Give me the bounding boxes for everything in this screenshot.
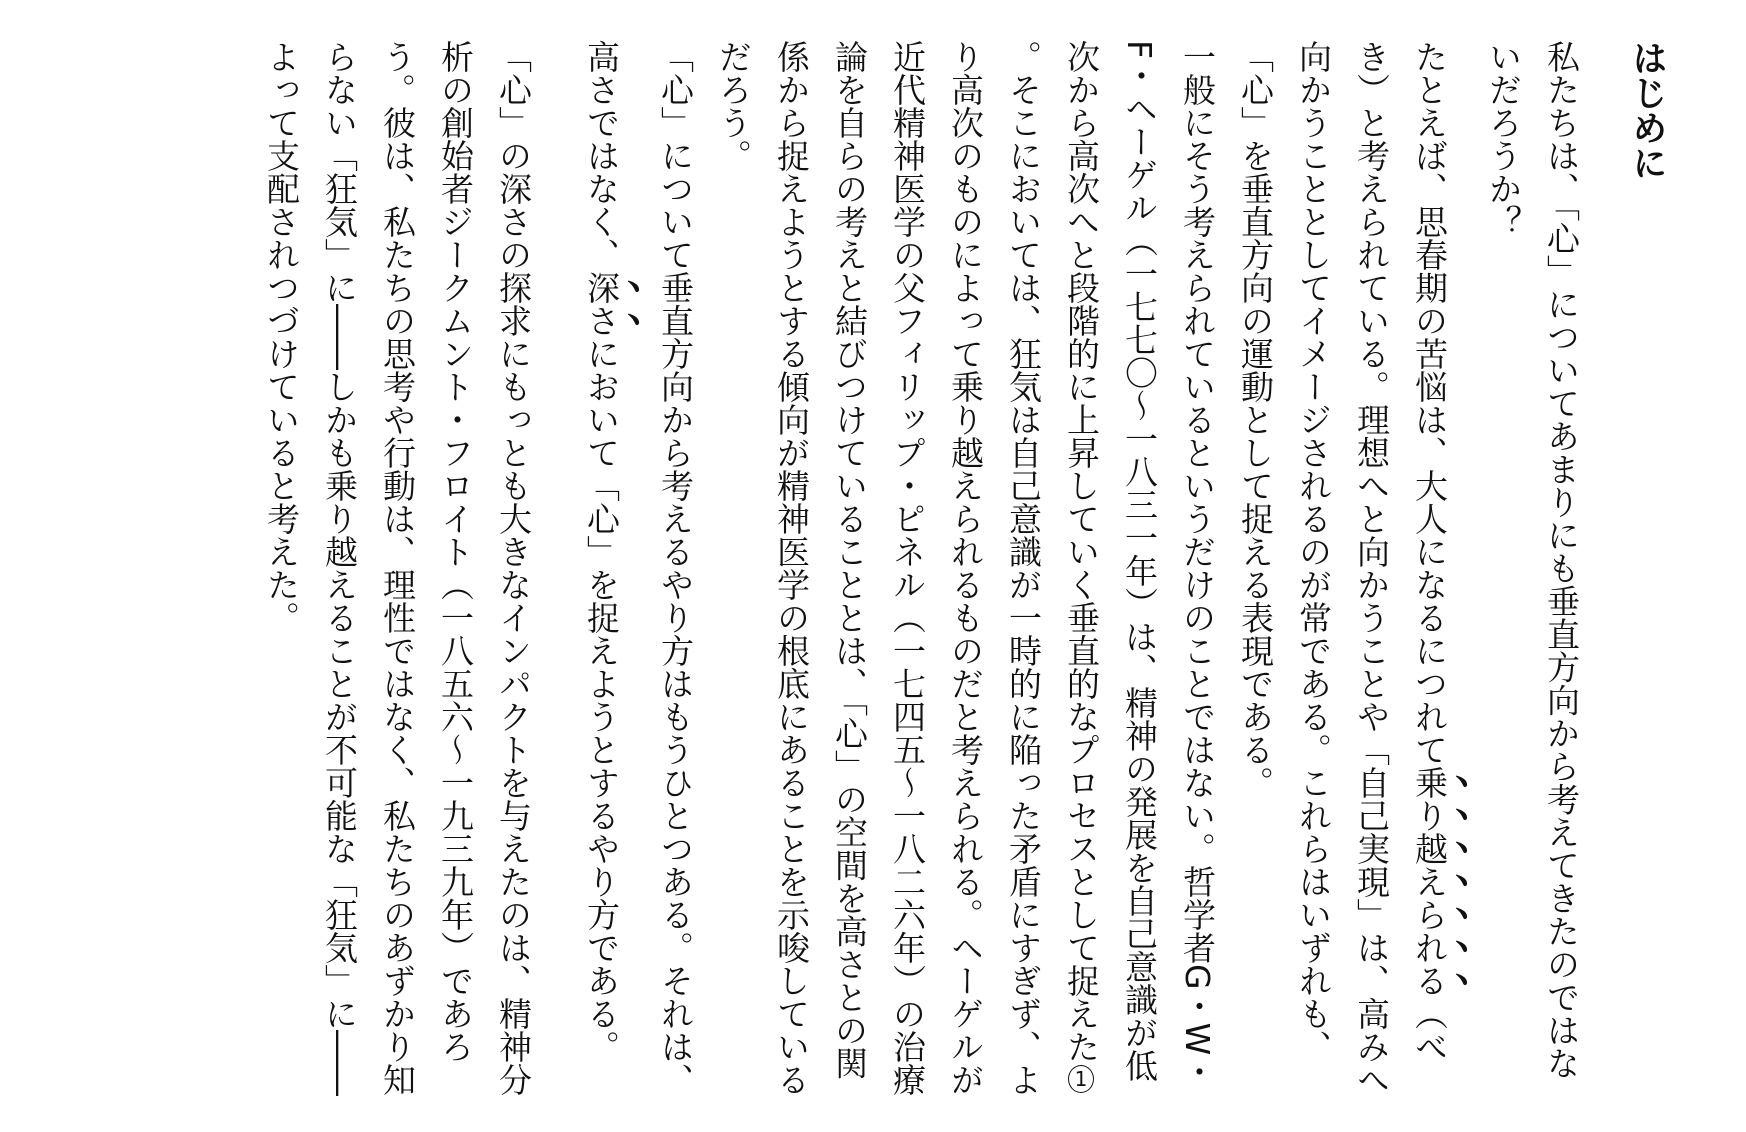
footnote-marker[interactable]: 1: [1068, 1065, 1094, 1093]
paragraph-2-after: （べき）と考えられている。理想へと向かうことや「自己実現」は、高みへ向かうこととしてイメージされるのが常である。これらはいずれも、「心」を垂直方向の運動として捉える表現である。: [1236, 40, 1449, 1096]
paragraph-2-before: たとえば、思春期の苦悩は、大人になるにつれて: [1410, 40, 1449, 766]
paragraph-1: [1474, 40, 1590, 1100]
paragraph-2-emphasis: 乗り越えられる: [1410, 766, 1449, 997]
paragraph-5: [252, 40, 542, 1100]
paragraph-4-before: 「心」について垂直方向から考えるやり方はもうひとつある。それは、高さではなく、: [582, 40, 695, 1096]
paragraph-4-emphasis: 深さ: [582, 271, 621, 337]
paragraph-3-after: 。そこにおいては、狂気は自己意識が一時的に陥った矛盾にすぎず、より高次のものによって乗り越えられるものだと考えられる。ヘーゲルが近代精神医学の父フィリップ・ピネル（一七四五〜一八二六年）の治療論を自らの考えと結びつけていることとは、「心」の空間を高さとの関係から捉えようとする傾向が精神医学の根底にあることを示唆しているだろう。: [714, 40, 1043, 1096]
paragraph-4: [572, 40, 704, 1100]
paragraph-4-after: において「心」を捉えようとするやり方である。: [582, 337, 621, 1063]
paragraph-5-text: 「心」の深さの探求にもっとも大きなインパクトを与えたのは、精神分析の創始者ジークムント・フロイト（一八五六〜一九三九年）であろう。彼は、私たちの思考や行動は、理性ではなく、私たちのあずかり知らない「狂気」に――しかも乗り越えることが不可能な「狂気」に――よって支配されつづけていると考えた。: [262, 40, 533, 1096]
paragraph-2: [1226, 40, 1474, 1100]
paragraph-1-text: 私たちは、「心」についてあまりにも垂直方向から考えてきたのではないだろうか？: [1484, 40, 1581, 1080]
paragraph-3-before: 一般にそう考えられているというだけのことではない。哲学者G・W・F・ヘーゲル（一七七〇〜一八三一年）は、精神の発展を自己意識が低次から高次へと段階的に上昇していく垂直的なプロセスとして捉えた: [1062, 40, 1217, 1089]
paragraph-3: [704, 40, 1226, 1100]
page-title: はじめに: [1627, 40, 1667, 180]
vertical-text-page: [252, 40, 1676, 1100]
